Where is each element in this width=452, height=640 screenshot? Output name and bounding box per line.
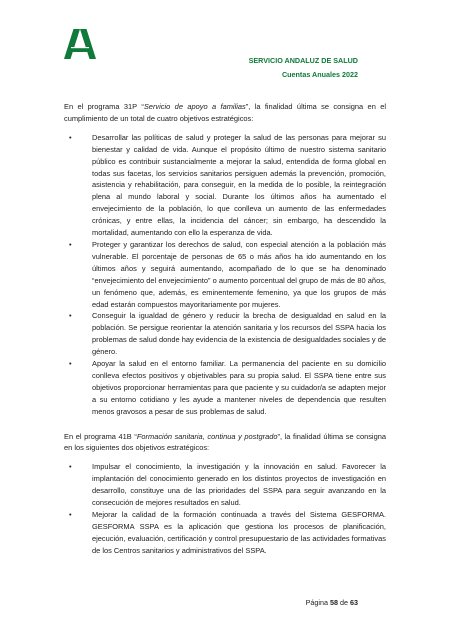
section1-program-name: Servicio de apoyo a familias xyxy=(143,102,246,111)
total-pages: 63 xyxy=(350,598,358,607)
section2-intro: En el programa 41B “Formación sanitaria, continua y postgrado”, la finalidad última se consigna en los siguientes dos objetivos estratégicos: xyxy=(64,431,386,453)
bullet-icon: • xyxy=(69,510,72,519)
bullet-icon: • xyxy=(69,462,72,472)
section2-program-name: Formación sanitaria, continua y postgrado xyxy=(136,431,278,441)
bullet-icon: • xyxy=(69,359,72,369)
list-item: • Apoyar la salud en el entorno familiar. La permanencia del paciente en su domicilio conlleva efectos positivos y objetivables para su propia salud. El SSPA tiene entre sus objetivos proporcionar herramientas para que paciente y su cuidador/a se adapten mejor a su entorno cotidiano y les ayude a mantener niveles de dependencia que resulten menos gravosos a pesar de sus problemas de salud. xyxy=(69,359,386,416)
list-item: • Impulsar el conocimiento, la investigación y la innovación en salud. Favorecer la implantación del conocimiento generado en los distintos proyectos de investigación en desarrollo, constituye una de las prioridades del SSPA para seguir avanzando en la consecución de mejores resultados en salud. xyxy=(69,462,386,508)
section2-objectives-list xyxy=(64,461,386,556)
section1-objectives-list xyxy=(64,132,386,418)
section1-intro: En el programa 31P “Servicio de apoyo a familias”, la finalidad última se consigna en el cumplimiento de un total de cuatro objetivos estratégicos: xyxy=(64,102,387,123)
bullet-icon: • xyxy=(69,311,72,321)
current-page: 58 xyxy=(330,598,338,607)
document-body xyxy=(64,101,386,557)
junta-andalucia-logo xyxy=(63,28,97,60)
page-header xyxy=(249,54,358,82)
header-doc: Cuentas Anuales 2022 xyxy=(281,70,358,79)
bullet-icon: • xyxy=(69,132,72,142)
list-item: • Mejorar la calidad de la formación continuada a través del Sistema GESFORMA. GESFORMA SSPA es la aplicación que gestiona los procesos de planificación, ejecución, evaluación, certificación y control presupuestario de las actividades formativas de los Centros sanitarios y administrativos del SSPA. xyxy=(69,510,386,555)
list-item: • Proteger y garantizar los derechos de salud, con especial atención a la población más vulnerable. El porcentaje de personas de 65 o más años ha ido aumentando en los últimos años y seguirá aumentando, acompañado de lo que se ha denominado “envejecimiento del envejecimiento” o aumento porcentual del grupo de más de 80 años, un fenómeno que, además, es eminentemente femenino, ya que los grupos de más edad estarán compuestos mayoritariamente por mujeres. xyxy=(69,239,386,309)
list-item: • Desarrollar las políticas de salud y proteger la salud de las personas para mejorar su bienestar y calidad de vida. Aunque el propósito último de nuestro sistema sanitario público es contribuir sustancialmente a mejorar la salud, entendida de forma global en todas sus facetas, los servicios sanitarios persiguen además la prevención, promoción, asistencia y rehabilitación, para conseguir, en la medida de lo posible, la reintegración plena al mundo laboral y social. Durante los últimos años ha aumentado el envejecimiento de la población, lo que conlleva un aumento de las enfermedades crónicas, y entre ellas, la incidencia del cáncer; sin embargo, ha descendido la mortalidad, aumentando con ello la esperanza de vida. xyxy=(69,132,386,238)
header-org: SERVICIO ANDALUZ DE SALUD xyxy=(248,56,358,65)
bullet-icon: • xyxy=(69,239,72,249)
page-number: Página 58 de 63 xyxy=(305,598,358,607)
list-item: • Conseguir la igualdad de género y reducir la brecha de desigualdad en salud en la población. Se persigue reorientar la atención sanitaria y los recursos del SSPA hacia los problemas de salud donde hay evidencia de la existencia de desigualdades sociales y de género. xyxy=(69,311,386,357)
